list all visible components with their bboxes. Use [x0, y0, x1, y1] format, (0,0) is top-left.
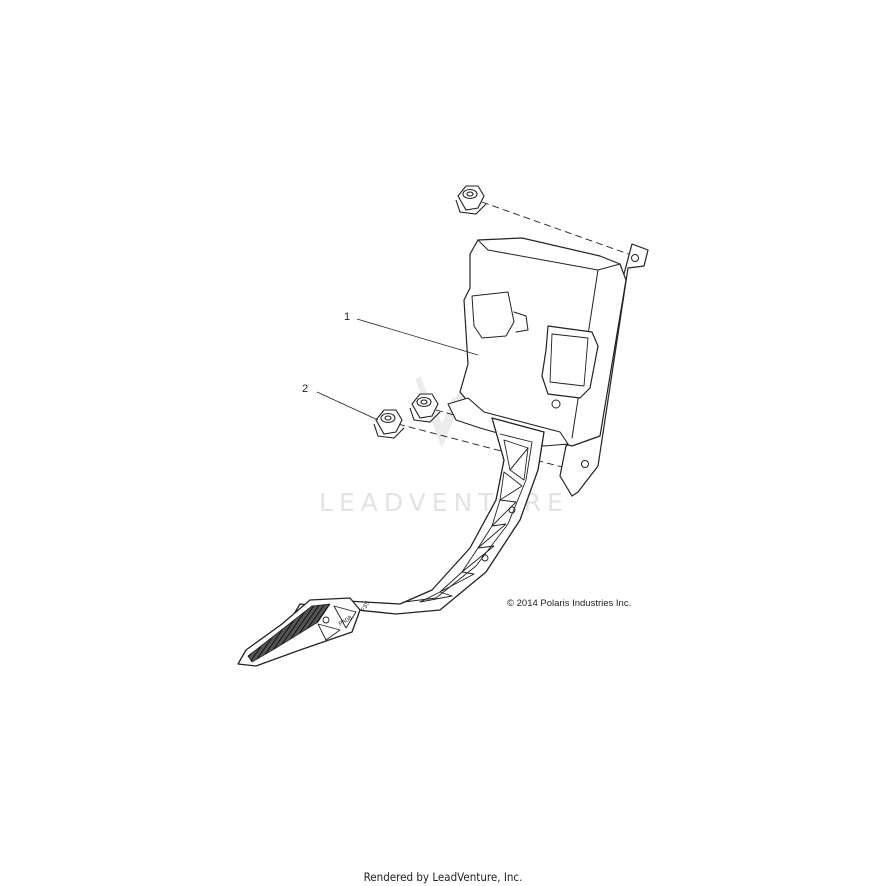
- bracket-hole-lower: [582, 461, 589, 468]
- pedal-marking-pa08: PA08: [338, 615, 354, 628]
- leader-1: [357, 319, 478, 355]
- leader-2: [317, 392, 378, 420]
- connector-bolt: [552, 400, 560, 408]
- pedal-marking-f3s: F3S: [360, 600, 372, 613]
- bracket-hole-upper: [632, 255, 639, 262]
- copyright-notice: © 2014 Polaris Industries Inc.: [507, 598, 632, 609]
- watermark-text: LEADVENTURE: [319, 488, 569, 517]
- footer-rendered-by: Rendered by LeadVenture, Inc.: [363, 870, 523, 884]
- flange-nut-top: [456, 186, 486, 214]
- callout-2: 2: [302, 383, 309, 395]
- callout-1: 1: [344, 311, 351, 323]
- flange-nut-lower: [374, 410, 404, 438]
- housing-rib: [472, 292, 514, 338]
